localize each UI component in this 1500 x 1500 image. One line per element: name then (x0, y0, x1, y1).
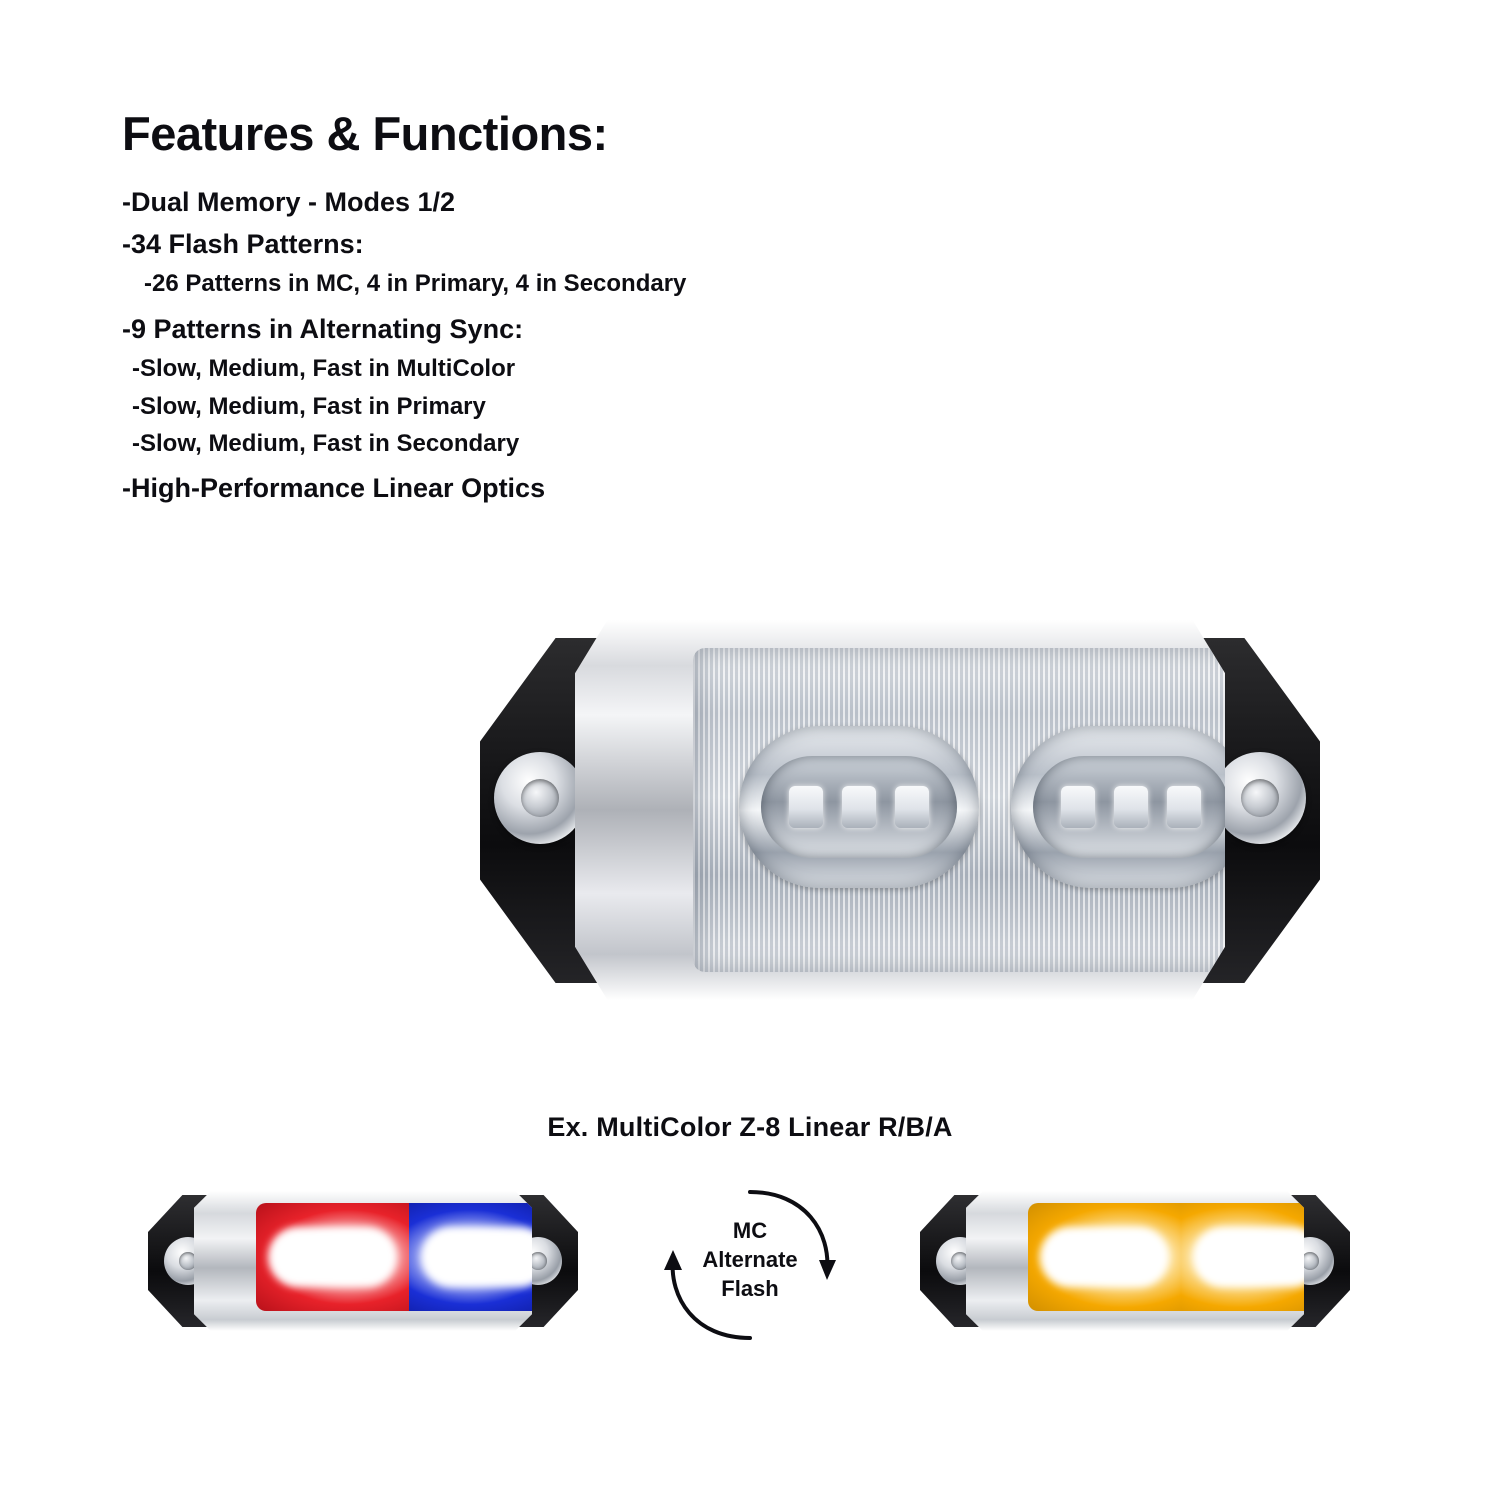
lens-half-red (256, 1203, 409, 1311)
led-die (842, 786, 876, 828)
feature-subitem: -Slow, Medium, Fast in Primary (132, 392, 486, 420)
led-pod-left (739, 726, 979, 888)
product-light-assembly (480, 620, 1320, 1000)
optic-lens (1028, 1203, 1334, 1311)
led-die (1114, 786, 1148, 828)
amber-flash-unit (920, 1195, 1350, 1327)
optic-lens (256, 1203, 562, 1311)
led-die (1061, 786, 1095, 828)
alternate-flash-cycle (655, 1180, 845, 1350)
red-blue-flash-unit (148, 1195, 578, 1327)
cycle-label-line: Flash (721, 1276, 779, 1302)
feature-subitem: -26 Patterns in MC, 4 in Primary, 4 in Secondary (144, 270, 687, 298)
page-title: Features & Functions: (122, 107, 608, 160)
cycle-label-line: MC (732, 1218, 768, 1243)
led-glow (1040, 1227, 1169, 1287)
led-glow (268, 1227, 397, 1287)
chrome-bezel (966, 1191, 1304, 1331)
chrome-bezel (575, 620, 1225, 1000)
led-glow (1193, 1227, 1322, 1287)
mounting-screw-left (494, 752, 586, 844)
feature-item: -Dual Memory - Modes 1/2 (122, 186, 456, 217)
demo-caption: Ex. MultiColor Z-8 Linear R/B/A (547, 1112, 953, 1142)
feature-item: -34 Flash Patterns: (122, 228, 364, 259)
features-section (122, 108, 1222, 510)
led-glow (421, 1227, 550, 1287)
mounting-screw-right (1214, 752, 1306, 844)
feature-subitem: -Slow, Medium, Fast in MultiColor (132, 355, 516, 383)
feature-item: -High-Performance Linear Optics (122, 472, 546, 503)
led-reflector-right (1033, 756, 1229, 858)
product-image-section (0, 600, 1500, 1040)
optic-lens (693, 648, 1297, 972)
cycle-label (655, 1216, 845, 1303)
led-die (789, 786, 823, 828)
chrome-bezel (194, 1191, 532, 1331)
led-pod-right (1011, 726, 1251, 888)
led-die (1167, 786, 1201, 828)
feature-item: -9 Patterns in Alternating Sync: (122, 313, 524, 344)
led-reflector-left (761, 756, 957, 858)
feature-subitem: -Slow, Medium, Fast in Secondary (132, 429, 520, 457)
led-die (895, 786, 929, 828)
lens-half-amber-left (1028, 1203, 1181, 1311)
cycle-label-line: Alternate (702, 1247, 798, 1273)
